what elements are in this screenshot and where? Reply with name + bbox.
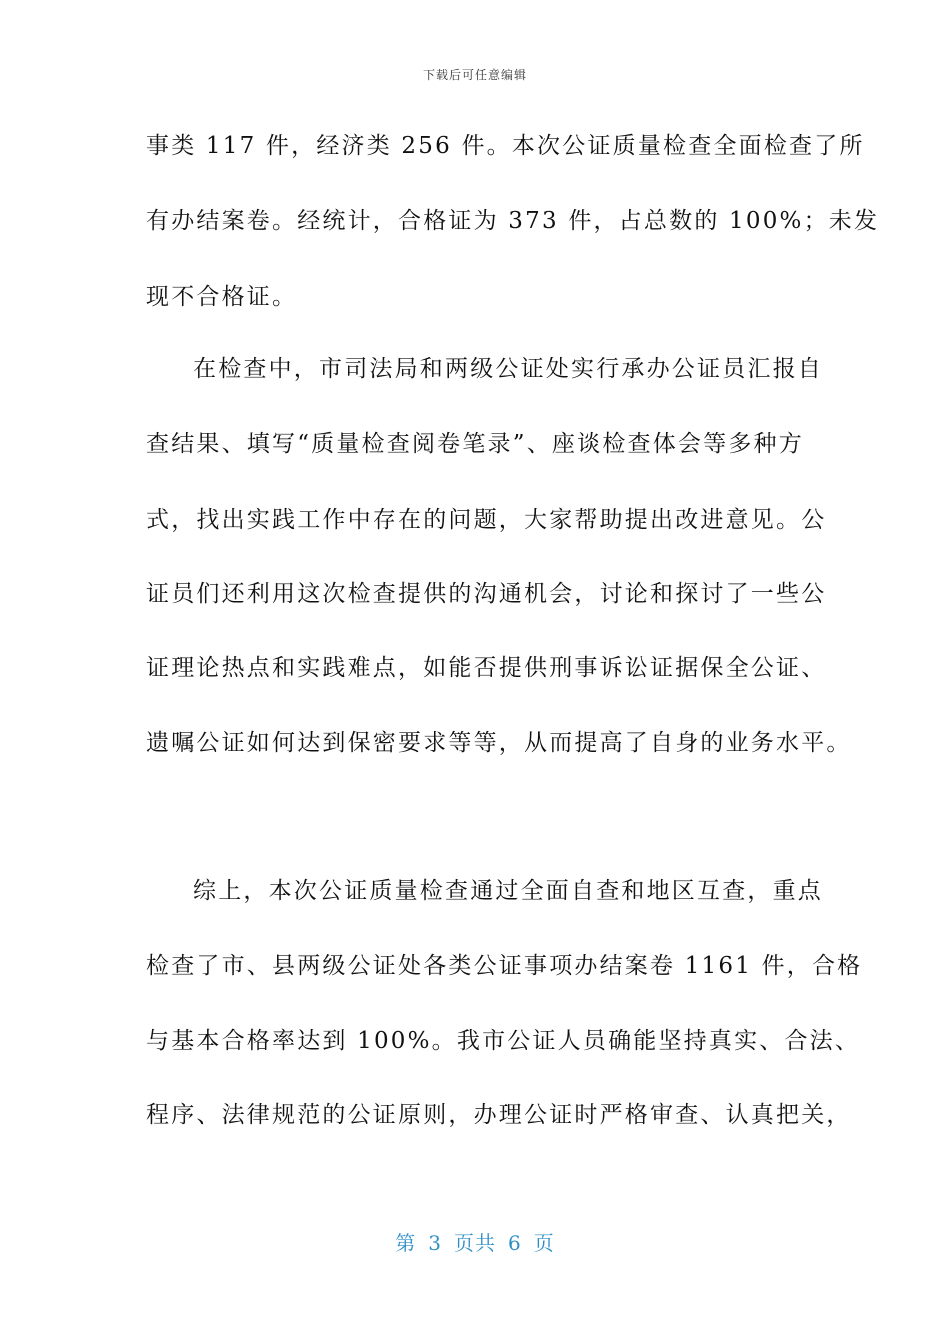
paragraph-line: 现不合格证。	[146, 284, 298, 310]
header-note: 下载后可任意编辑	[422, 68, 527, 82]
paragraph-line: 查结果、填写“质量检查阅卷笔录”、座谈检查体会等多种方	[146, 431, 804, 457]
paragraph-line: 综上，本次公证质量检查通过全面自查和地区互查，重点	[193, 878, 823, 904]
footer-suffix: 页	[533, 1231, 555, 1255]
paragraph-line: 证员们还利用这次检查提供的沟通机会，讨论和探讨了一些公	[146, 581, 827, 607]
paragraph-line: 程序、法律规范的公证原则，办理公证时严格审查、认真把关，	[146, 1102, 852, 1128]
footer-middle: 页共	[454, 1231, 496, 1255]
paragraph-line: 事类 117 件，经济类 256 件。本次公证质量检查全面检查了所	[146, 133, 865, 159]
paragraph-line: 证理论热点和实践难点，如能否提供刑事诉讼证据保全公证、	[146, 655, 827, 681]
paragraph-line: 式，找出实践工作中存在的问题，大家帮助提出改进意见。公	[146, 507, 827, 533]
current-page-number: 3	[428, 1231, 442, 1255]
paragraph-line: 遗嘱公证如何达到保密要求等等，从而提高了自身的业务水平。	[146, 730, 852, 756]
paragraph-line: 与基本合格率达到 100%。我市公证人员确能坚持真实、合法、	[146, 1028, 861, 1054]
paragraph-line: 有办结案卷。经统计，合格证为 373 件，占总数的 100%；未发	[146, 208, 880, 234]
total-page-number: 6	[508, 1231, 522, 1255]
paragraph-line: 在检查中，市司法局和两级公证处实行承办公证员汇报自	[193, 356, 823, 382]
page-number-footer	[0, 1227, 950, 1256]
paragraph-line: 检查了市、县两级公证处各类公证事项办结案卷 1161 件，合格	[146, 953, 863, 979]
footer-prefix: 第	[395, 1231, 417, 1255]
